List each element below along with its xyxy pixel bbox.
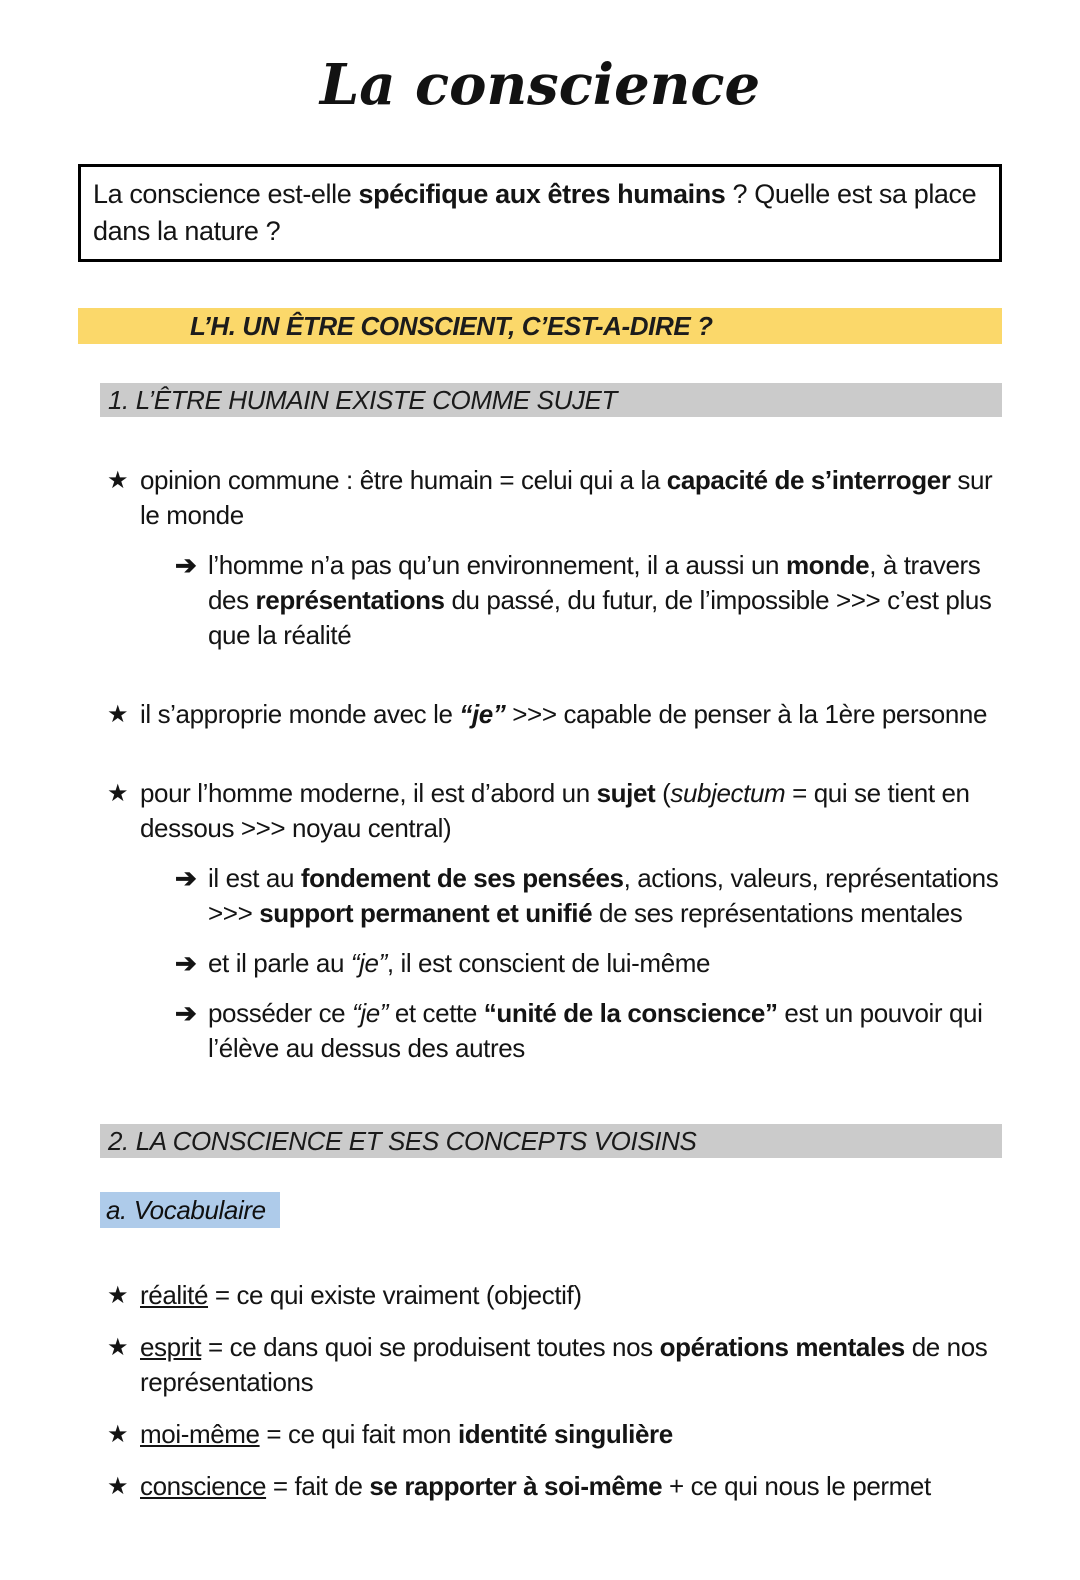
text-segment: moi-même [140,1419,260,1449]
sub-bullet-item [175,996,1002,1066]
bullet-text [208,861,1002,931]
text-segment: subjectum [670,778,786,808]
star-bullet-icon: ★ [107,1334,129,1361]
text-segment: = ce qui fait mon [259,1419,458,1449]
text-segment: , il est conscient de lui-même [386,948,711,978]
text-segment: l’homme n’a pas qu’un environnement, il a aussi un [208,550,786,580]
text-segment: = qui se tient en dessous >>> noyau central) [140,778,970,843]
bullet-item [107,1278,1002,1313]
section-2-heading: 2. LA CONSCIENCE ET SES CONCEPTS VOISINS [100,1124,1002,1158]
page-title: La conscience [319,52,761,118]
text-segment: “unité de la conscience” [483,998,778,1028]
bullet-text [140,463,1002,533]
star-bullet-icon: ★ [107,1473,129,1500]
bullet-text [140,697,1002,732]
text-segment: support permanent et unifié [259,898,593,928]
text-segment: ? Quelle est sa place dans la nature ? [93,179,977,246]
text-segment: capacité de s’interroger [666,465,951,495]
bullet-item [107,1330,1002,1400]
text-segment: est un pouvoir qui l’élève au dessus des autres [208,998,983,1063]
text-segment: ( [655,778,671,808]
text-segment: >>> capable de penser à la 1ère personne [505,699,988,729]
star-bullet-icon: ★ [107,701,129,728]
text-segment: et il parle au [208,948,351,978]
banner-heading: L’H. UN ÊTRE CONSCIENT, C’EST-A-DIRE ? [78,308,1002,344]
text-segment: sujet [596,778,656,808]
text-segment: monde [785,550,870,580]
sub-bullet-item [175,946,1002,981]
arrow-icon: ➔ [175,998,197,1028]
star-bullet-icon: ★ [107,780,129,807]
text-segment: spécifique aux êtres humains [358,179,726,209]
text-segment: “je” [352,998,389,1028]
text-segment: il s’approprie monde avec le [140,699,460,729]
question-box [78,164,1002,262]
bullet-text [140,1417,1002,1452]
section-1-list [78,463,1002,1066]
text-segment: = ce qui existe vraiment (objectif) [208,1280,582,1310]
text-segment: de ses représentations mentales [592,898,963,928]
arrow-icon: ➔ [175,948,197,978]
arrow-icon: ➔ [175,550,197,580]
arrow-icon: ➔ [175,863,197,893]
bullet-item [107,1417,1002,1452]
text-segment: “je” [350,948,387,978]
text-segment: , à travers des [208,550,981,615]
vocabulary-subheading: a. Vocabulaire [100,1192,280,1228]
bullet-text [208,996,1002,1066]
text-segment: = ce dans quoi se produisent toutes nos [201,1332,660,1362]
text-segment: opinion commune : être humain = celui qui a la [140,465,667,495]
bullet-text [140,1278,1002,1313]
vocabulary-list [78,1278,1002,1504]
text-segment: “je” [459,699,506,729]
text-segment: esprit [140,1332,202,1362]
bullet-text [140,1469,1002,1504]
text-segment: , actions, valeurs, représentations >>> [208,863,999,928]
bullet-item [107,697,1002,732]
star-bullet-icon: ★ [107,467,129,494]
bullet-text [140,1330,1002,1400]
text-segment: posséder ce [208,998,353,1028]
text-segment: se rapporter à soi-même [369,1471,663,1501]
bullet-item [107,1469,1002,1504]
text-segment: opérations mentales [659,1332,905,1362]
text-segment: du passé, du futur, de l’impossible >>> c’est plus que la réalité [208,585,992,650]
text-segment: représentations [255,585,445,615]
bullet-item [107,463,1002,533]
text-segment: sur le monde [140,465,993,530]
star-bullet-icon: ★ [107,1282,129,1309]
bullet-item [107,776,1002,846]
document-page [0,52,1080,1504]
text-segment: et cette [388,998,484,1028]
sub-bullet-item [175,861,1002,931]
text-segment: + ce qui nous le permet [662,1471,931,1501]
bullet-text [208,946,1002,981]
text-segment: = fait de [266,1471,370,1501]
bullet-text [208,548,1002,653]
text-segment: La conscience est-elle [93,179,359,209]
text-segment: fondement de ses pensées [300,863,624,893]
text-segment: de nos représentations [140,1332,988,1397]
text-segment: réalité [140,1280,209,1310]
text-segment: conscience [140,1471,267,1501]
text-segment: pour l’homme moderne, il est d’abord un [140,778,597,808]
star-bullet-icon: ★ [107,1421,129,1448]
text-segment: identité singulière [457,1419,673,1449]
section-1-heading: 1. L’ÊTRE HUMAIN EXISTE COMME SUJET [100,383,1002,417]
sub-heading-wrap [100,1192,1002,1228]
sub-bullet-item [175,548,1002,653]
bullet-text [140,776,1002,846]
text-segment: il est au [208,863,301,893]
